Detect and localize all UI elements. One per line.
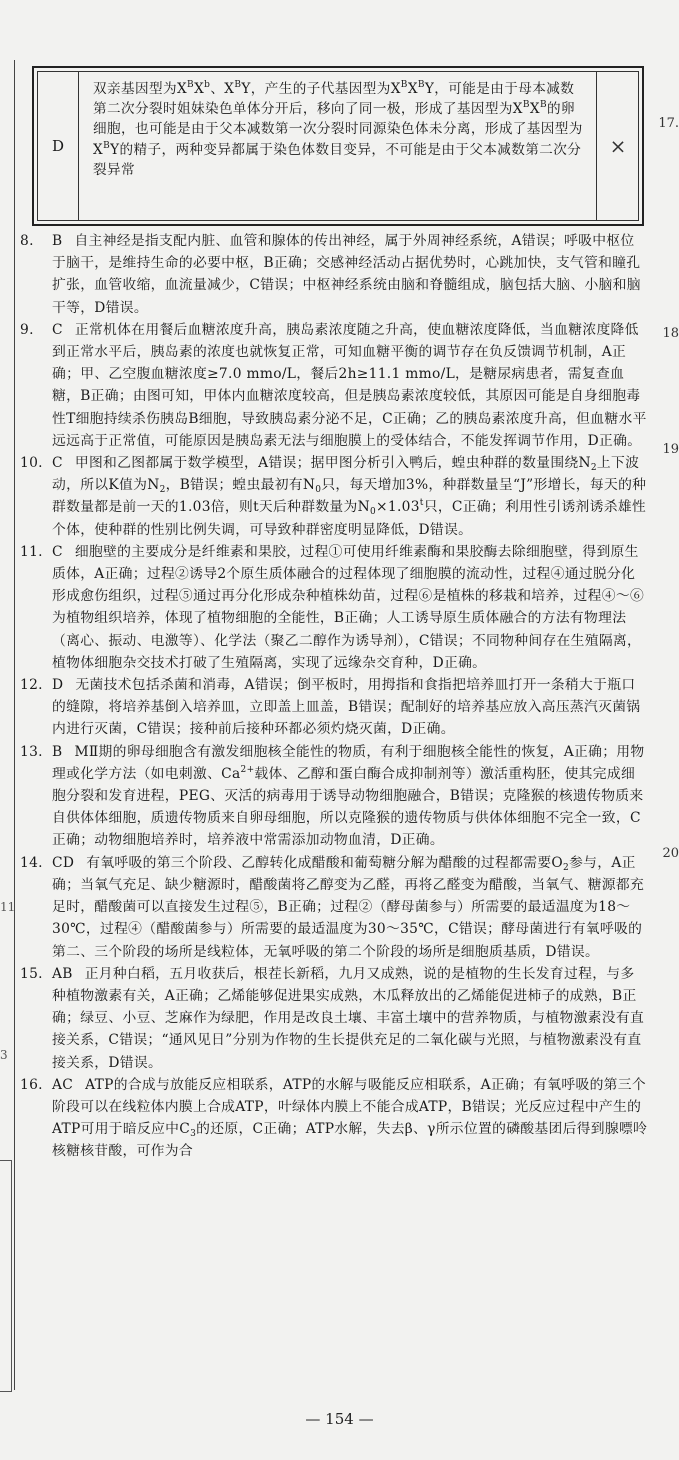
answer-item: 13. B MⅡ期的卵母细胞含有激发细胞核全能性的物质，有利于细胞核全能性的恢复，A正确；用物理或化学方法（如电刺激、$Ca^{2+}$载体、乙醇和蛋白酶合成抑制剂等）激活重构胚，使其完成细胞分裂和发育进程，PEG、灭活的病毒用于诱导动物细胞融合，B错误；克隆猴的核遗传物质来自供体体细胞，质遗传物质来自卵母细胞，所以克隆猴的遗传物质与供体体细胞不完全一致，C正确；动物细胞培养时，培养液中常需添加动物血清，D正确。	[20, 741, 648, 852]
left-margin-rule	[14, 60, 15, 1390]
item-number: 12.	[20, 677, 43, 694]
left-fragment: 11	[0, 900, 16, 914]
item-number: 13.	[20, 743, 43, 760]
item-answer: CD	[52, 854, 75, 871]
option-table	[32, 66, 644, 226]
item-answer: C	[52, 455, 63, 472]
item-number: 10.	[20, 455, 43, 472]
item-answer: AC	[52, 1076, 74, 1093]
item-answer: AB	[52, 965, 73, 982]
right-question-number: 18	[662, 326, 679, 341]
answer-item: 9. C 正常机体在用餐后血糖浓度升高，胰岛素浓度随之升高，使血糖浓度降低，当血糖浓度降低到正常水平后，胰岛素的浓度也就恢复正常，可知血糖平衡的调节存在负反馈调节机制，A正确；甲、乙空腹血糖浓度≥7.0 mmo/L，餐后2h≥11.1 mmo/L，是糖尿病患者，需复查血糖，B正确；由图可知，甲体内血糖浓度较高，但是胰岛素浓度较低，其原因可能是自身细胞毒性T细胞持续杀伤胰岛B细胞，导致胰岛素分泌不足，C正确；乙的胰岛素浓度升高，但血糖水平远远高于正常值，可能原因是胰岛素无法与细胞膜上的受体结合，不能发挥调节作用，D正确。	[20, 319, 648, 452]
item-number: 8.	[20, 233, 34, 249]
answer-item: 15. AB 正月种白稻，五月收获后，根茬长新稻，九月又成熟，说的是植物的生长发育过程，与多种植物激素有关，A正确；乙烯能够促进果实成熟，木瓜释放出的乙烯能促进柿子的成熟，B正确；绿豆、小豆、芝麻作为绿肥，作用是改良土壤、丰富土壤中的营养物质，与植物激素没有直接关系，C错误；“通风见日”分别为作物的生长提供充足的二氧化碳与光照，与植物激素没有直接关系，D错误。	[20, 963, 648, 1074]
right-question-number: 19	[662, 442, 679, 457]
answer-item: 14. CD 有氧呼吸的第三个阶段、乙醇转化成醋酸和葡萄糖分解为醋酸的过程都需要$O_2$参与，A正确；当氧气充足、缺少糖源时，醋酸菌将乙醇变为乙醛，再将乙醛变为醋酸，当氧气、糖源都充足时，醋酸菌可以直接发生过程⑤，B正确；过程②（酵母菌参与）所需要的最适温度为18～30℃，过程④（醋酸菌参与）所需要的最适温度为30～35℃，C错误；酵母菌进行有氧呼吸的第二、三个阶段的场所是线粒体，无氧呼吸的第二个阶段的场所是细胞质基质，D错误。	[20, 852, 648, 963]
page-number: — 154 —	[305, 1410, 374, 1428]
answer-item: 16. AC ATP的合成与放能反应相联系，ATP的水解与吸能反应相联系，A正确；有氧呼吸的第三个阶段可以在线粒体内膜上合成ATP，叶绿体内膜上不能合成ATP，B错误；光反应过程中产生的ATP可用于暗反应中$C_3$的还原，C正确；ATP水解，失去β、γ所示位置的磷酸基团后得到腺嘌呤核糖核苷酸，可作为合	[20, 1074, 648, 1163]
answer-item: 10. C 甲图和乙图都属于数学模型，A错误；据甲图分析引入鸭后，蝗虫种群的数量围绕$N_2$上下波动，所以K值为$N_2$，B错误；蝗虫最初有$N_0$只，每天增加3%，种群数量呈“J”形增长，每天的种群数量都是前一天的1.03倍，则t天后种群数量为$N_0\times 1.03^t$只，C正确；利用性引诱剂诱杀雄性个体，使种群的性别比例失调，可导致种群密度明显降低，D错误。	[20, 452, 648, 541]
option-letter: D	[38, 72, 79, 220]
item-number: 16.	[20, 1076, 43, 1093]
item-number: 14.	[20, 854, 43, 871]
item-answer: B	[52, 743, 63, 760]
item-number: 15.	[20, 965, 43, 982]
item-number: 11.	[20, 543, 43, 560]
answer-item: 11. C 细胞壁的主要成分是纤维素和果胶，过程①可使用纤维素酶和果胶酶去除细胞壁，得到原生质体，A正确；过程②诱导2个原生质体融合的过程体现了细胞膜的流动性，过程④通过脱分化形成愈伤组织，过程⑤通过再分化形成杂种植株幼苗，过程⑥是植株的移栽和培养，过程④～⑥为植物组织培养，体现了植物细胞的全能性，B正确；人工诱导原生质体融合的方法有物理法（离心、振动、电激等）、化学法（聚乙二醇作为诱导剂），C错误；不同物种间存在生殖隔离，植物体细胞杂交技术打破了生殖隔离，实现了远缘杂交育种，D正确。	[20, 541, 648, 674]
left-fragment: 3	[0, 1048, 8, 1062]
answer-item: 12. D 无菌技术包括杀菌和消毒，A错误；倒平板时，用拇指和食指把培养皿打开一条稍大于瓶口的缝隙，将培养基倒入培养皿，立即盖上皿盖，B错误；配制好的培养基应放入高压蒸汽灭菌锅内进行灭菌，C错误；接种前后接种环都必须灼烧灭菌，D正确。	[20, 674, 648, 741]
item-number: 9.	[20, 321, 34, 338]
left-margin-box	[0, 1160, 12, 1392]
item-answer: C	[52, 543, 63, 560]
wrong-mark-icon: ×	[609, 134, 627, 158]
item-answer: D	[52, 677, 64, 694]
option-explanation: 双亲基因型为$X^BX^b$、$X^BY$，产生的子代基因型为$X^BX^BY$，可能是由于母本减数第二次分裂时姐妹染色单体分开后，移向了同一极，形成了基因型为$X^BX^B$的卵细胞，也可能是由于父本减数第一次分裂时同源染色体未分离，形成了基因型为$X^BY$的精子，两种变异都属于染色体数目变异，不可能是由于父本减数第二次分裂异常	[79, 72, 597, 220]
item-answer: C	[52, 321, 63, 338]
answer-item: 8. B 自主神经是指支配内脏、血管和腺体的传出神经，属于外周神经系统，A错误；呼吸中枢位于脑干，是维持生命的必要中枢，B正确；交感神经活动占据优势时，心跳加快，支气管和瞳孔扩张，血管收缩，血流量减少，C错误；中枢神经系统由脑和脊髓组成，脑包括大脑、小脑和脑干等，D错误。	[20, 230, 648, 319]
right-question-number: 17.	[658, 116, 679, 131]
item-answer: B	[52, 233, 63, 249]
right-question-number: 20	[662, 846, 679, 861]
answer-list	[20, 230, 648, 1163]
